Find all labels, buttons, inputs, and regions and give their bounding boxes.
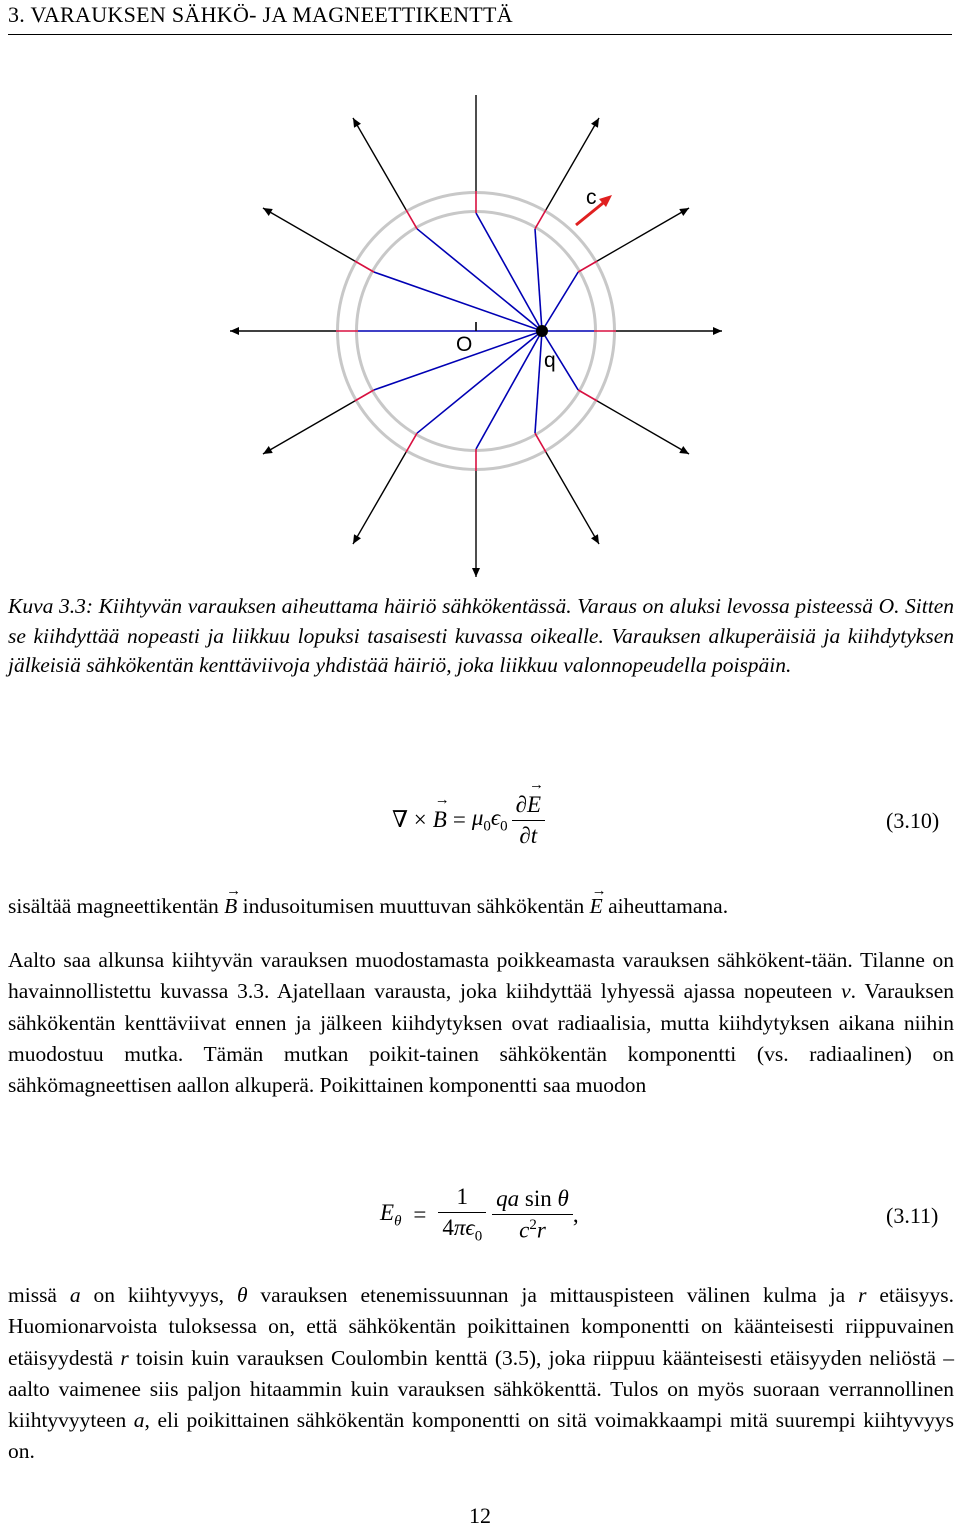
field-arrowhead	[472, 568, 480, 577]
charge-label: q	[544, 349, 556, 372]
variable-theta: θ	[236, 1283, 248, 1307]
symbol-E: → E	[590, 891, 603, 922]
para2-text-1: Aalto saa alkunsa kiihtyvän varauksen muodostamasta poikkeamasta varauksen sähkökent-tään. Tilanne on havainnollistettu kuvassa 3.3. Ajatellaan varausta, joka kiihdyttää lyhyessä ajassa nopeuteen	[8, 948, 954, 1004]
variable-r: r	[858, 1283, 867, 1307]
equation-number-3-10: (3.10)	[886, 808, 940, 833]
field-arrowhead	[230, 327, 239, 335]
variable-r-2: r	[120, 1345, 129, 1370]
paragraph-1	[8, 891, 954, 922]
field-arrowhead	[353, 534, 361, 544]
paragraph-2	[8, 945, 954, 1101]
chapter-header: 3. VARAUKSEN SÄHKÖ- JA MAGNEETTIKENTTÄ	[8, 2, 513, 27]
para1-text-3: aiheuttamana.	[608, 894, 729, 918]
charge-dot	[536, 325, 548, 337]
equation-3-11: $E_\theta$ = $\frac{1}{4\pi\epsilon_0}$ $\frac{\text{qa sin θ}}{c^2r}$ ,	[380, 1184, 579, 1245]
field-arrowhead	[679, 208, 689, 216]
outer-field-line	[546, 452, 599, 544]
para3-text-4: etäisyys. Huomionarvoista tuloksessa on, että sähkökentän poikittainen komponentti on käänteisesti riippuvainen etäisyydestä	[8, 1283, 955, 1370]
page-number: 12	[469, 1503, 491, 1528]
field-arrowhead	[679, 446, 689, 454]
para1-text-2: indusoitumisen muuttuvan sähkökentän	[242, 894, 585, 918]
velocity-label: c	[586, 186, 597, 209]
header-rule	[8, 34, 952, 35]
para3-text-1: missä	[8, 1283, 57, 1307]
field-arrowhead	[263, 446, 273, 454]
variable-a-2: a	[133, 1408, 145, 1433]
symbol-B: → B	[224, 891, 237, 922]
outer-field-line	[597, 401, 689, 454]
para1-text-1: sisältää magneettikentän	[8, 894, 219, 918]
field-arrowhead	[353, 118, 361, 128]
field-arrowhead	[591, 534, 599, 544]
inner-field-line	[476, 331, 542, 449]
figure-caption	[8, 592, 954, 681]
para3-text-3: varauksen etenemissuunnan ja mittauspisteen välinen kulma ja	[260, 1283, 846, 1307]
field-arrowhead	[713, 327, 722, 335]
inner-field-line	[374, 272, 542, 331]
variable-a: a	[69, 1283, 81, 1307]
outer-field-line	[263, 208, 355, 261]
field-arrowhead	[263, 208, 273, 216]
para3-text-6: , eli poikittainen sähkökentän komponentti on sitä voimakkaampi mitä suurempi kiihtyvyys on.	[8, 1408, 954, 1464]
field-line-figure	[226, 95, 734, 595]
caption-text: Kiihtyvän varauksen aiheuttama häiriö sähkökentässä. Varaus on aluksi levossa pisteessä O. Sitten se kiihdyttää nopeasti ja liikkuu lopuksi tasaisesti kuvassa oikealle. Varauksen alkuperäisiä ja kiihdytyksen jälkeisiä sähkökentän kenttäviivoja yhdistää häiriö, joka liikkuu valonnopeudella poispäin.	[8, 594, 954, 678]
outer-field-line	[353, 452, 406, 544]
para3-text-5: toisin kuin varauksen Coulombin kenttä (3.5), joka riippuu käänteisesti etäisyyden neliöstä – aalto vaimenee siis paljon hitaammin kuin varauksen sähkökenttä. Tulos on myös suoraan verrannollinen kiihtyvyyteen	[8, 1345, 955, 1433]
caption-label: Kuva 3.3:	[8, 594, 93, 618]
inner-field-line	[535, 331, 542, 433]
field-arrowhead	[591, 118, 599, 128]
inner-field-line	[535, 229, 542, 331]
inner-field-line	[542, 272, 578, 331]
inner-field-line	[417, 229, 542, 331]
inner-field-line	[417, 331, 542, 433]
inner-field-line	[476, 213, 542, 331]
variable-v: v	[841, 979, 851, 1004]
equation-3-10: ∇ × → B = $\mu_0\epsilon_0$ $\frac{\partial\to E}{\partial t}$	[392, 783, 545, 857]
outer-field-line	[263, 401, 355, 454]
paragraph-3	[8, 1280, 954, 1468]
equation-number-3-11: (3.11)	[886, 1203, 939, 1228]
origin-label: O	[456, 333, 473, 356]
para2-text-2: . Varauksen sähkökentän kenttäviivat ennen ja jälkeen kiihdytyksen ovat radiaalisia, mutta kiihdytyksen aikana niihin muodostuu mutka. Tämän mutkan poikit-tainen sähkökentän komponentti (vs. radiaalinen) on sähkömagneettisen aallon alkuperä. Poikittainen komponentti saa muodon	[8, 979, 954, 1098]
outer-field-line	[353, 118, 406, 210]
para3-text-2: on kiihtyvyys,	[93, 1283, 225, 1307]
outer-field-line	[597, 208, 689, 261]
